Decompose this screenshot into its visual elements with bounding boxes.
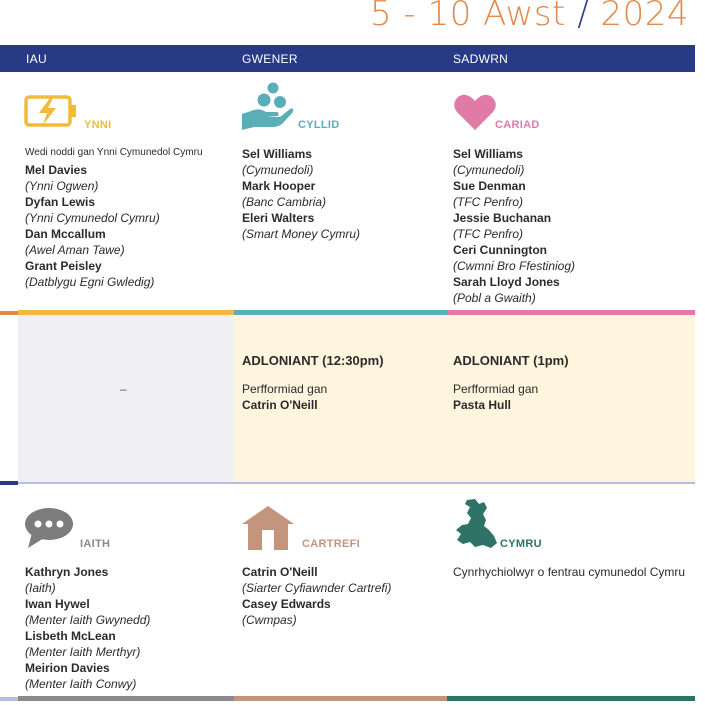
speaker-org: (Cymunedoli)	[242, 163, 314, 177]
house-icon	[240, 505, 296, 551]
speaker-name: Mel Davies	[25, 163, 88, 177]
friday-entertainment-title: ADLONIANT (12:30pm)	[242, 353, 384, 368]
speaker-name: Sue Denman	[453, 179, 526, 193]
category-iaith: IAITH	[80, 538, 111, 550]
thursday-energy-list	[25, 146, 203, 290]
speaker-org: (TFC Penfro)	[453, 195, 524, 209]
speaker-org: (Banc Cambria)	[242, 195, 327, 209]
speaker-org: (Datblygu Egni Gwledig)	[25, 275, 155, 289]
event-date	[370, 0, 689, 34]
cymru-color-bar	[447, 696, 695, 701]
speaker-name: Kathryn Jones	[25, 565, 109, 579]
speaker-name: Dan Mccallum	[25, 227, 106, 241]
speaker-name: Sel Williams	[453, 147, 523, 161]
speaker-name: Jessie Buchanan	[453, 211, 552, 225]
speaker-name: Sel Williams	[242, 147, 312, 161]
speaker-name: Sarah Lloyd Jones	[453, 275, 560, 289]
performer-name: Pasta Hull	[453, 398, 512, 412]
representatives-note: Cynrhychiolwyr o fentrau cymunedol Cymru	[453, 565, 686, 579]
hand-coins-icon	[240, 80, 296, 132]
speaker-name: Iwan Hywel	[25, 597, 90, 611]
speaker-name: Meirion Davies	[25, 661, 110, 675]
speaker-name: Lisbeth McLean	[25, 629, 116, 643]
speaker-name: Mark Hooper	[242, 179, 316, 193]
speaker-name: Casey Edwards	[242, 597, 331, 611]
category-cyllid: CYLLID	[298, 119, 340, 131]
speaker-name: Eleri Walters	[242, 211, 315, 225]
speaker-org: (Ynni Ogwen)	[25, 179, 99, 193]
speaker-org: (Menter Iaith Merthyr)	[25, 645, 141, 659]
day-header-saturday: SADWRN	[453, 52, 509, 66]
date-slash: /	[577, 0, 590, 34]
iaith-color-bar	[18, 696, 234, 701]
performance-label: Perfformiad gan	[242, 382, 328, 396]
wales-map-icon	[453, 498, 499, 550]
speaker-org: (Menter Iaith Gwynedd)	[25, 613, 151, 627]
row-edge-marker	[0, 311, 18, 315]
thursday-empty-band	[18, 315, 234, 482]
saturday-wales-text	[453, 564, 693, 580]
row-edge-marker	[0, 481, 18, 485]
speech-bubble-icon	[24, 507, 76, 549]
saturday-love-list	[453, 146, 575, 306]
cartrefi-color-bar	[234, 696, 447, 701]
speaker-name: Ceri Cunnington	[453, 243, 547, 257]
sponsor-note: Wedi noddi gan Ynni Cymunedol Cymru	[25, 147, 203, 158]
speaker-org: (Cymunedoli)	[453, 163, 525, 177]
speaker-org: (TFC Penfro)	[453, 227, 524, 241]
speaker-org: (Awel Aman Tawe)	[25, 243, 125, 257]
category-ynni: YNNI	[84, 119, 112, 131]
speaker-org: (Menter Iaith Conwy)	[25, 677, 137, 691]
category-cymru: CYMRU	[500, 538, 542, 550]
category-cariad: CARIAD	[495, 119, 540, 131]
day-header-bar	[0, 45, 695, 72]
speaker-org: (Cwmpas)	[242, 613, 297, 627]
saturday-performance	[453, 381, 538, 413]
thursday-language-list	[25, 564, 150, 692]
performer-name: Catrin O'Neill	[242, 398, 318, 412]
row-divider	[18, 482, 695, 484]
speaker-org: (Smart Money Cymru)	[242, 227, 361, 241]
day-header-friday: GWENER	[242, 52, 298, 66]
day-header-thursday: IAU	[26, 52, 47, 66]
speaker-name: Dyfan Lewis	[25, 195, 96, 209]
speaker-org: (Iaith)	[25, 581, 56, 595]
no-event-dash: –	[120, 382, 127, 396]
heart-icon	[453, 93, 497, 131]
saturday-entertainment-title: ADLONIANT (1pm)	[453, 353, 569, 368]
row-edge-marker	[0, 697, 18, 701]
speaker-org: (Siarter Cyfiawnder Cartrefi)	[242, 581, 392, 595]
battery-icon	[24, 93, 78, 129]
performance-label: Perfformiad gan	[453, 382, 539, 396]
speaker-name: Grant Peisley	[25, 259, 102, 273]
friday-homes-list	[242, 564, 391, 628]
category-cartrefi: CARTREFI	[302, 538, 361, 550]
friday-finance-list	[242, 146, 360, 242]
speaker-org: (Pobl a Gwaith)	[453, 291, 536, 305]
date-year: 2024	[600, 0, 689, 34]
speaker-name: Catrin O'Neill	[242, 565, 318, 579]
date-range: 5 - 10 Awst	[370, 0, 566, 34]
speaker-org: (Cwmni Bro Ffestiniog)	[453, 259, 576, 273]
friday-performance	[242, 381, 327, 413]
speaker-org: (Ynni Cymunedol Cymru)	[25, 211, 160, 225]
